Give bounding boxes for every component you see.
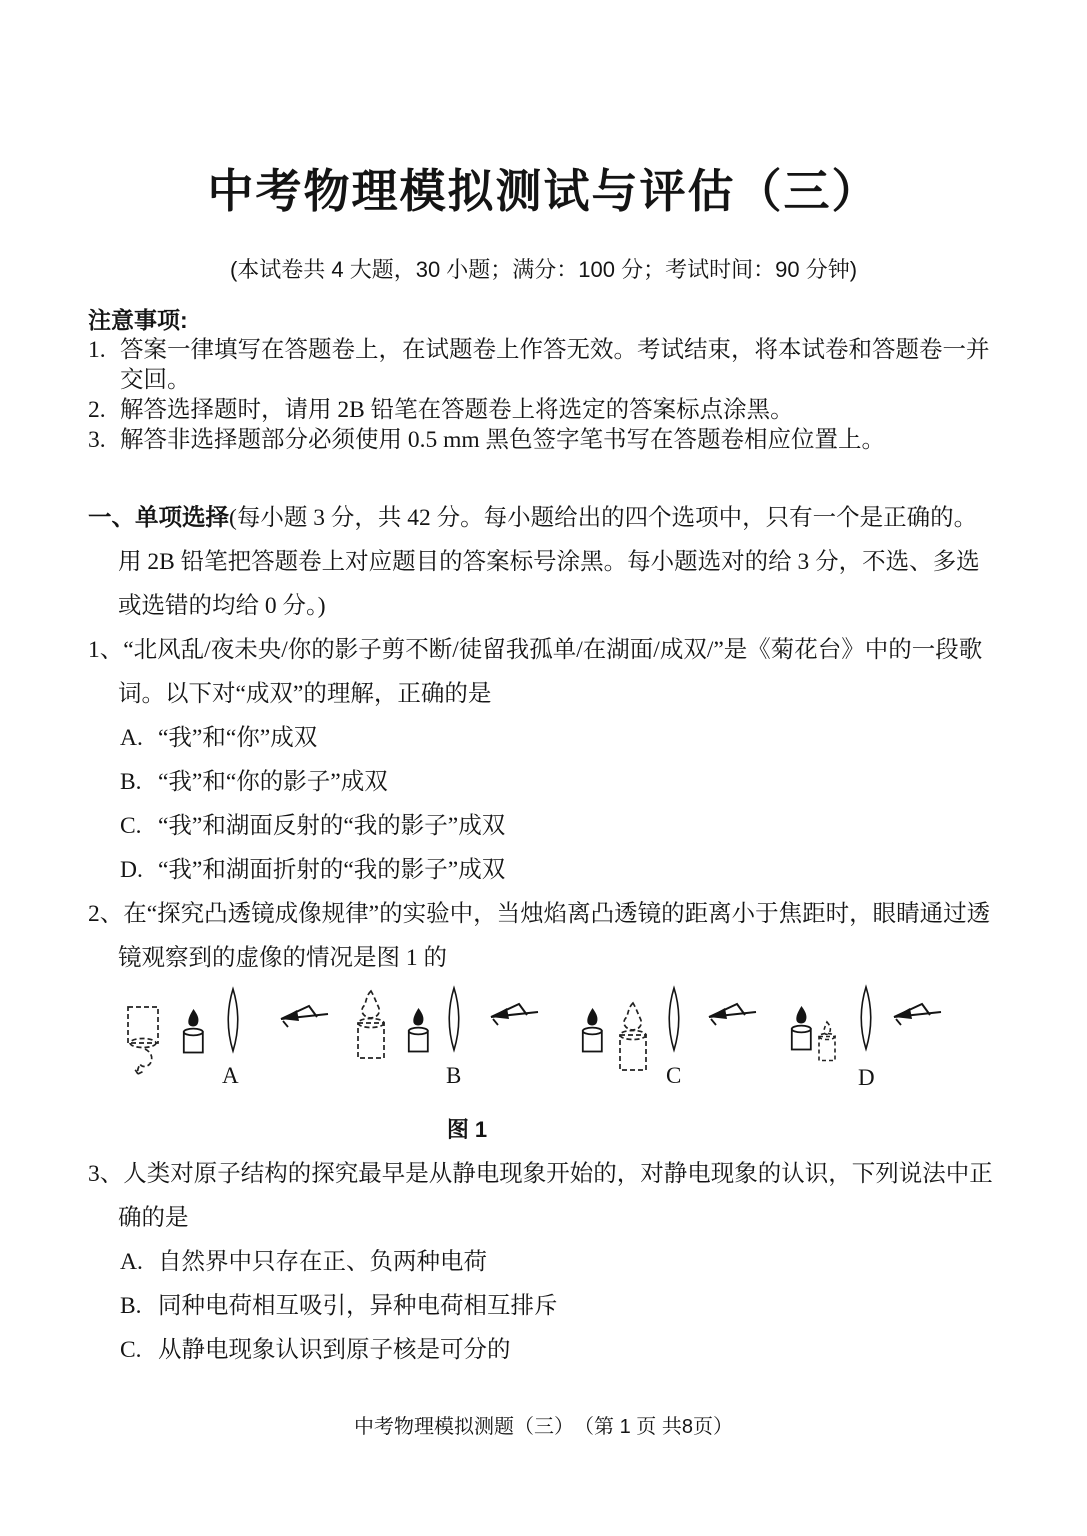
option-label: A. xyxy=(120,725,143,752)
question-number: 2、 xyxy=(88,901,124,928)
notes-section xyxy=(88,305,999,455)
option-label: C. xyxy=(120,813,142,840)
question-text: 人类对原子结构的探究最早是从静电现象开始的，对静电现象的认识，下列说法中正确的是 xyxy=(118,1161,993,1232)
option-text: “我”和湖面反射的“我的影子”成双 xyxy=(158,813,506,840)
note-number: 3. xyxy=(88,427,106,454)
option-text: 从静电现象认识到原子核是可分的 xyxy=(158,1337,511,1364)
candle-icon xyxy=(184,1009,203,1053)
candle-icon xyxy=(792,1006,811,1050)
figure1-panel-b xyxy=(340,982,570,1114)
question-text: “北风乱/夜未央/你的影子剪不断/徒留我孤单/在湖面/成双/”是《菊花台》中的一段歌词。以下对“成双”的理解，正确的是 xyxy=(118,637,983,708)
option-text: “我”和湖面折射的“我的影子”成双 xyxy=(158,857,506,884)
virtual-image-candle-large-icon xyxy=(620,1003,646,1070)
section-heading xyxy=(88,495,999,628)
question-3 xyxy=(88,1152,999,1240)
eye-icon xyxy=(491,1004,538,1025)
virtual-image-candle-large-icon xyxy=(358,991,384,1058)
convex-lens-icon xyxy=(861,987,871,1049)
candle-icon xyxy=(409,1008,428,1052)
figure1-caption: 图 1 xyxy=(446,1117,488,1143)
note-text: 答案一律填写在答题卷上，在试题卷上作答无效。考试结束，将本试卷和答题卷一并交回。 xyxy=(120,337,990,394)
question-number: 1、 xyxy=(88,637,124,664)
note-item xyxy=(88,335,999,395)
page-footer: 中考物理模拟测题（三） （第 1 页 共8页） xyxy=(354,1416,733,1438)
option-text: “我”和“你的影子”成双 xyxy=(158,769,388,796)
option-text: 同种电荷相互吸引，异种电荷相互排斥 xyxy=(158,1293,558,1320)
question-3-option-c xyxy=(120,1328,999,1372)
page-title: 中考物理模拟测试与评估（三） xyxy=(207,165,880,217)
virtual-image-candle-small-icon xyxy=(819,1022,835,1061)
panel-label: A xyxy=(222,1063,239,1089)
option-text: “我”和“你”成双 xyxy=(158,725,318,752)
lens-diagram-a xyxy=(110,982,340,1114)
notes-heading: 注意事项: xyxy=(88,307,188,334)
figure1-panel-d xyxy=(770,982,1000,1114)
panel-label: D xyxy=(858,1065,875,1091)
option-label: B. xyxy=(120,1293,142,1320)
question-text: 在“探究凸透镜成像规律”的实验中，当烛焰离凸透镜的距离小于焦距时，眼睛通过透镜观察到的虚像的情况是图 1 的 xyxy=(118,901,991,972)
question-number: 3、 xyxy=(88,1161,124,1188)
lens-diagram-c xyxy=(570,982,800,1114)
exam-subtitle: (本试卷共 4 大题，30 小题；满分：100 分；考试时间：90 分钟) xyxy=(229,257,858,283)
note-text: 解答选择题时，请用 2B 铅笔在答题卷上将选定的答案标点涂黑。 xyxy=(120,397,794,424)
question-3-option-a xyxy=(120,1240,999,1284)
note-item xyxy=(88,425,999,455)
lens-diagram-b xyxy=(340,982,570,1114)
convex-lens-icon xyxy=(669,988,679,1050)
question-1 xyxy=(88,628,999,716)
lens-diagram-d xyxy=(770,982,1000,1114)
section-heading-title: 一、单项选择 xyxy=(88,504,229,531)
note-number: 2. xyxy=(88,397,106,424)
question-3-option-b xyxy=(120,1284,999,1328)
virtual-image-candle-inverted-icon xyxy=(128,1007,158,1074)
figure1-panel-c xyxy=(570,982,800,1114)
eye-icon xyxy=(894,1004,941,1025)
eye-icon xyxy=(281,1006,328,1027)
question-1-option-d xyxy=(120,848,999,892)
convex-lens-icon xyxy=(449,988,459,1050)
option-text: 自然界中只存在正、负两种电荷 xyxy=(158,1249,487,1276)
note-number: 1. xyxy=(88,337,106,364)
panel-label: B xyxy=(446,1063,462,1089)
question-1-option-b xyxy=(120,760,999,804)
eye-icon xyxy=(709,1004,756,1025)
question-2 xyxy=(88,892,999,980)
option-label: B. xyxy=(120,769,142,796)
note-item xyxy=(88,395,999,425)
candle-icon xyxy=(583,1008,602,1052)
convex-lens-icon xyxy=(228,989,238,1051)
questions-section xyxy=(88,495,999,1372)
note-text: 解答非选择题部分必须使用 0.5 mm 黑色签字笔书写在答题卷相应位置上。 xyxy=(120,427,886,454)
question-1-option-a xyxy=(120,716,999,760)
figure-1 xyxy=(88,982,999,1114)
option-label: A. xyxy=(120,1249,143,1276)
option-label: D. xyxy=(120,857,143,884)
option-label: C. xyxy=(120,1337,142,1364)
section-heading-rules: (每小题 3 分，共 42 分。每小题给出的四个选项中，只有一个是正确的。用 2B 铅笔把答题卷上对应题目的答案标号涂黑。每小题选对的给 3 分，不选、多选或选错的均给 0 分。) xyxy=(118,505,980,620)
figure1-panel-a xyxy=(110,982,340,1114)
question-1-option-c xyxy=(120,804,999,848)
panel-label: C xyxy=(666,1063,682,1089)
